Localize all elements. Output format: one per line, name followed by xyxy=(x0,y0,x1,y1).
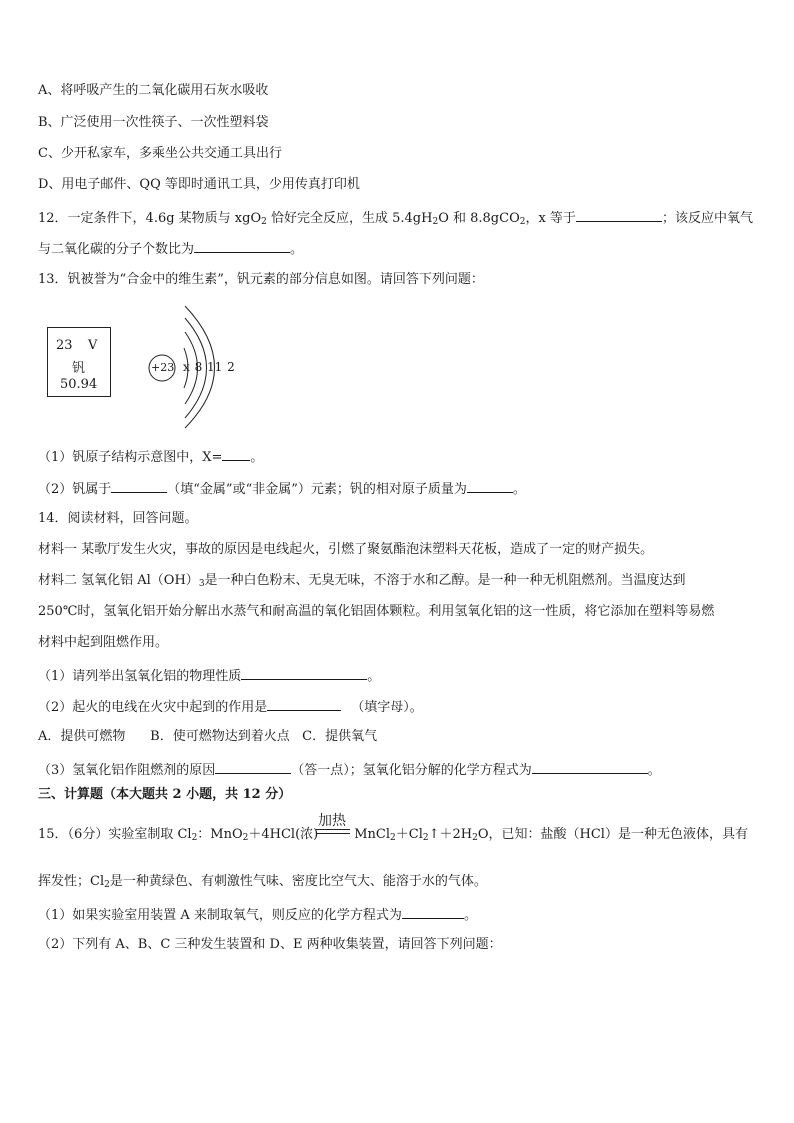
answer-blank[interactable] xyxy=(222,447,250,461)
answer-blank[interactable] xyxy=(194,239,290,253)
answer-blank[interactable] xyxy=(267,697,341,711)
material-1: 材料一 某歌厅发生火灾，事故的原因是电线起火，引燃了聚氨酯泡沫塑料天花板，造成了一定的财产损失。 xyxy=(38,542,654,557)
question-13-stem: 13．钒被誉为“合金中的维生素”，钒元素的部分信息如图。请回答下列问题： xyxy=(38,272,484,287)
element-name: 钒 xyxy=(72,361,86,376)
question-13-sub-2: （2）钒属于 （填“金属”或“非金属”）元素；钒的相对原子质量为 。 xyxy=(38,479,526,499)
option-a: A、将呼吸产生的二氧化碳用石灰水吸收 xyxy=(38,83,269,98)
question-15-sub-2: （2）下列有 A、B、C 三种发生装置和 D、E 两种收集装置，请回答下列问题： xyxy=(38,937,502,952)
answer-blank[interactable] xyxy=(467,479,513,493)
question-14-stem: 14．阅读材料，回答问题。 xyxy=(38,511,198,526)
question-14-options: A．提供可燃物 B．使可燃物达到着火点 C．提供氧气 xyxy=(38,729,378,744)
answer-blank[interactable] xyxy=(532,760,648,774)
material-2-line-3: 材料中起到阻燃作用。 xyxy=(38,635,169,650)
question-12-line-2: 与二氧化碳的分子个数比为 。 xyxy=(38,239,303,259)
question-15-line-2: 挥发性；$Cl_2$是一种黄绿色、有刺激性气味、密度比空气大、能溶于水的气体。 xyxy=(38,874,487,890)
electron-counts: x 8 11 2 xyxy=(183,360,235,374)
question-13-sub-1: （1）钒原子结构示意图中，X= 。 xyxy=(38,447,263,467)
material-2-line-2: 250℃时，氢氧化铝开始分解出水蒸气和耐高温的氧化铝固体颗粒。利用氢氧化铝的这一性质，将它添加在塑料等易燃 xyxy=(38,604,715,619)
section-heading: 三、计算题（本大题共 2 小题，共 12 分） xyxy=(38,787,292,802)
option-d: D、用电子邮件、QQ 等即时通讯工具，少用传真打印机 xyxy=(38,177,360,192)
answer-blank[interactable] xyxy=(241,666,367,680)
reaction-condition: 加热 xyxy=(318,813,346,829)
question-12-line-1: 12．一定条件下，4.6g 某物质与 xgO$_2$ 恰好完全反应，生成 $5.4gH_2O$ 和 8.8gCO$_2$，x 等于 ；该反应中氧气 xyxy=(38,208,753,231)
element-card xyxy=(47,327,111,397)
atomic-mass: 50.94 xyxy=(60,377,98,392)
question-14-sub-2: （2）起火的电线在火灾中起到的作用是 （填字母）。 xyxy=(38,697,423,717)
question-14-sub-3: （3）氢氧化铝作阻燃剂的原因 （答一点）；氢氧化铝分解的化学方程式为 。 xyxy=(38,760,661,780)
atomic-number: 23 xyxy=(56,338,73,353)
option-b: B、广泛使用一次性筷子、一次性塑料袋 xyxy=(38,115,269,130)
question-15-sub-1: （1）如果实验室用装置 A 来制取氧气，则反应的化学方程式为 。 xyxy=(38,905,477,925)
question-14-sub-1: （1）请列举出氢氧化铝的物理性质 。 xyxy=(38,666,380,686)
option-c: C、少开私家车，多乘坐公共交通工具出行 xyxy=(38,146,282,161)
material-2-line-1: 材料二 氢氧化铝 $Al(OH)_3$是一种白色粉末、无臭无味，不溶于水和乙醇。是一种一种无机阻燃剂。当温度达到 xyxy=(38,573,686,589)
answer-blank[interactable] xyxy=(215,760,291,774)
element-symbol: V xyxy=(88,338,98,353)
answer-blank[interactable] xyxy=(576,208,662,222)
answer-blank[interactable] xyxy=(111,479,167,493)
question-15-line-1: 15．（6分）实验室制取 $Cl_2$：MnO$_2$＋4HCl(浓) $MnCl_2+Cl_2↑+2H_2O$，已知：盐酸（HCl）是一种无色液体，具有 xyxy=(38,827,748,843)
answer-blank[interactable] xyxy=(402,905,464,919)
nucleus-charge: +23 xyxy=(151,361,175,374)
